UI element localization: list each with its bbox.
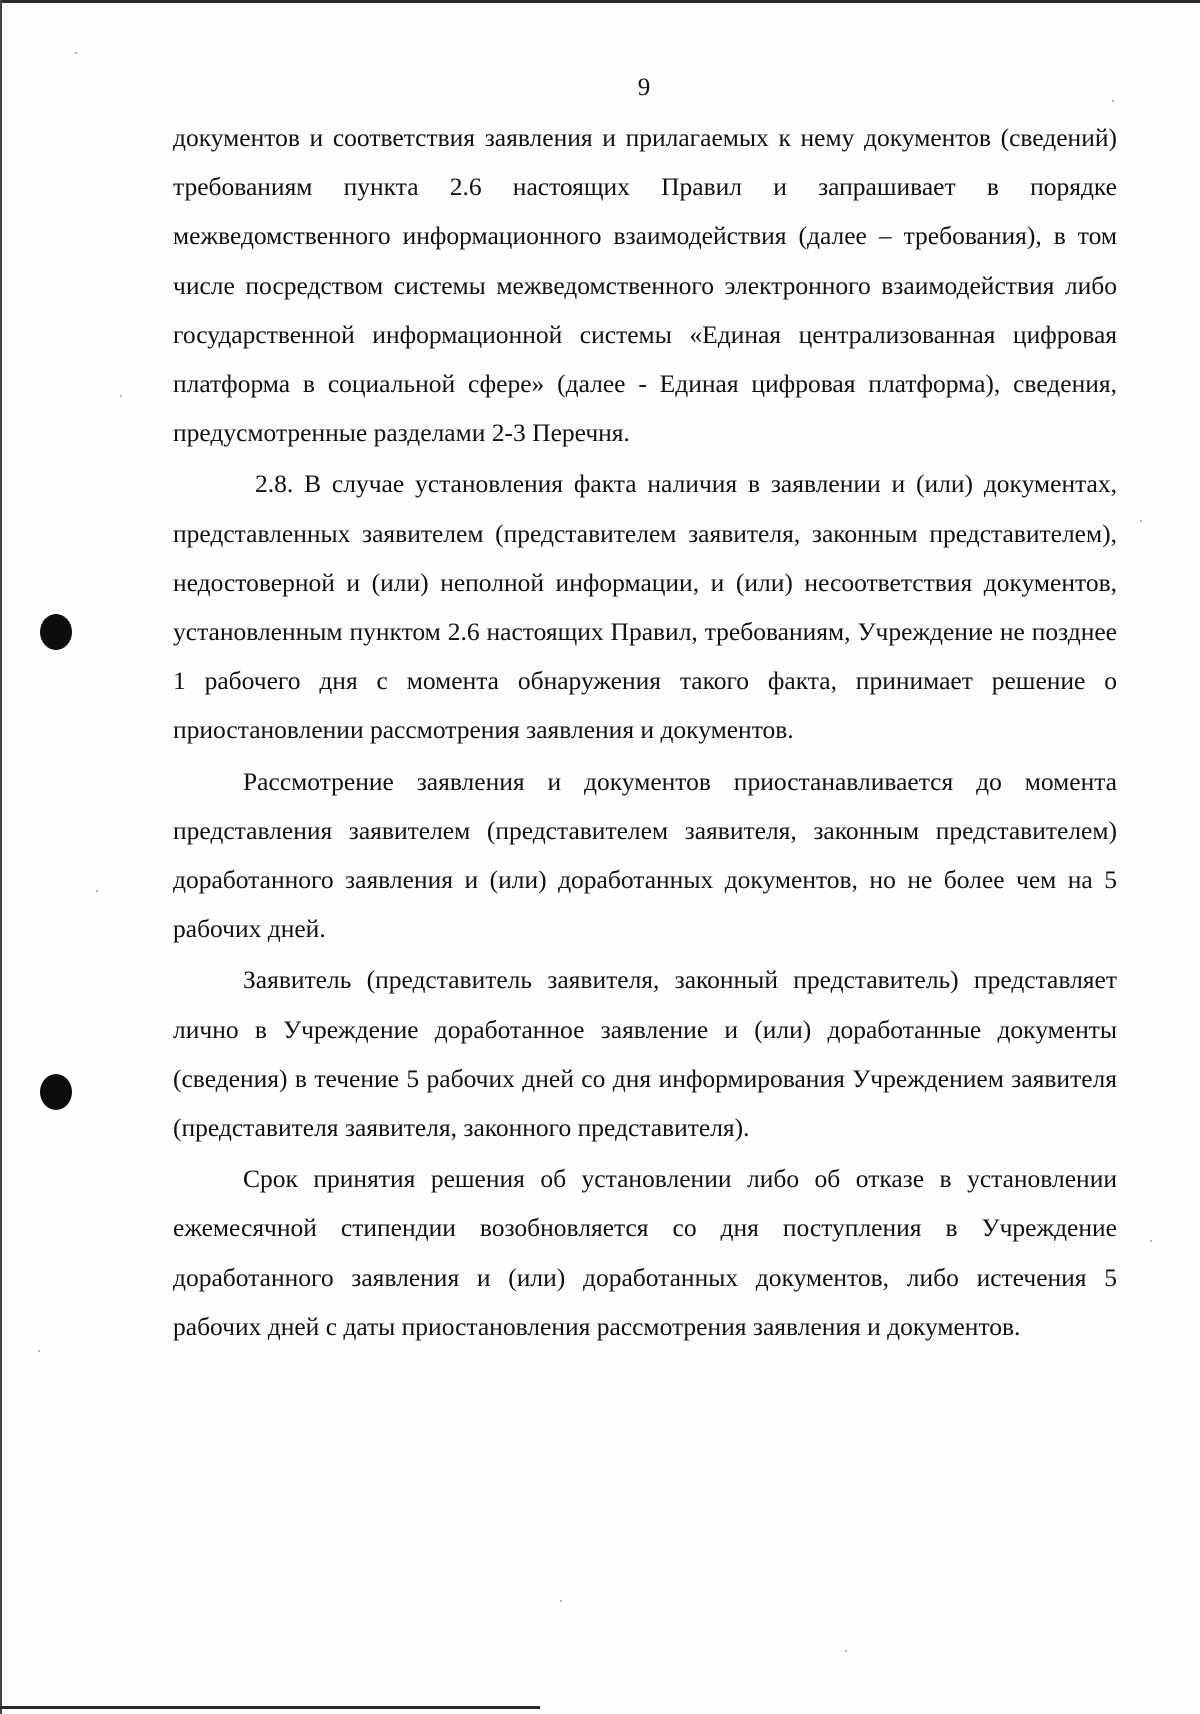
scan-speck xyxy=(1112,100,1114,102)
scan-speck xyxy=(96,890,98,892)
page-number: 9 xyxy=(637,74,651,101)
paragraph-clause-2-8: 2.8. В случае установления факта наличия в заявлении и (или) документах, представленных заявителем (представителем заявителя, законным представителем), недостоверной и (или) неполной информации, и (или) несоответствия документов, установленным пунктом 2.6 настоящих Правил, требованиям, Учреждение не позднее 1 рабочего дня с момента обнаружения такого факта, принимает решение о приостановлении рассмотрения заявления и документов. xyxy=(173,469,1117,745)
paragraph-continuation: документов и соответствия заявления и прилагаемых к нему документов (сведений) требованиям пункта 2.6 настоящих Правил и запрашивает в порядке межведомственного информационного взаимодействия (далее – требования), в том числе посредством системы межведомственного электронного взаимодействия либо государственной информационной системы «Единая централизованная цифровая платформа в социальной сфере» (далее - Единая цифровая платформа), сведения, предусмотренные разделами 2-3 Перечня. xyxy=(173,123,1117,448)
paragraph-applicant-submission: Заявитель (представитель заявителя, законный представитель) представляет лично в Учреждение доработанное заявление и (или) доработанные документы (сведения) в течение 5 рабочих дней со дня информирования Учреждением заявителя (представителя заявителя, законного представителя). xyxy=(173,965,1117,1143)
scan-speck xyxy=(120,395,122,397)
page-bottom-edge xyxy=(0,1706,540,1709)
scan-speck xyxy=(38,1350,40,1352)
scan-speck xyxy=(560,1600,562,1602)
page-top-edge xyxy=(0,0,1200,3)
punch-hole-upper xyxy=(40,614,72,650)
paragraph-decision-term: Срок принятия решения об установлении либо об отказе в установлении ежемесячной стипендии возобновляется со дня поступления в Учреждение доработанного заявления и (или) доработанных документов, либо истечения 5 рабочих дней с даты приостановления рассмотрения заявления и документов. xyxy=(173,1164,1117,1341)
paragraph-suspension: Рассмотрение заявления и документов приостанавливается до момента представления заявителем (представителем заявителя, законным представителем) доработанного заявления и (или) доработанных документов, но не более чем на 5 рабочих дней. xyxy=(173,766,1117,944)
scan-speck xyxy=(1140,520,1142,522)
scan-speck xyxy=(75,52,77,54)
scan-speck xyxy=(845,1650,847,1652)
document-body xyxy=(173,113,1117,1353)
page-left-edge xyxy=(0,0,2,1714)
scan-speck xyxy=(1150,1240,1152,1242)
punch-hole-lower xyxy=(40,1074,72,1110)
